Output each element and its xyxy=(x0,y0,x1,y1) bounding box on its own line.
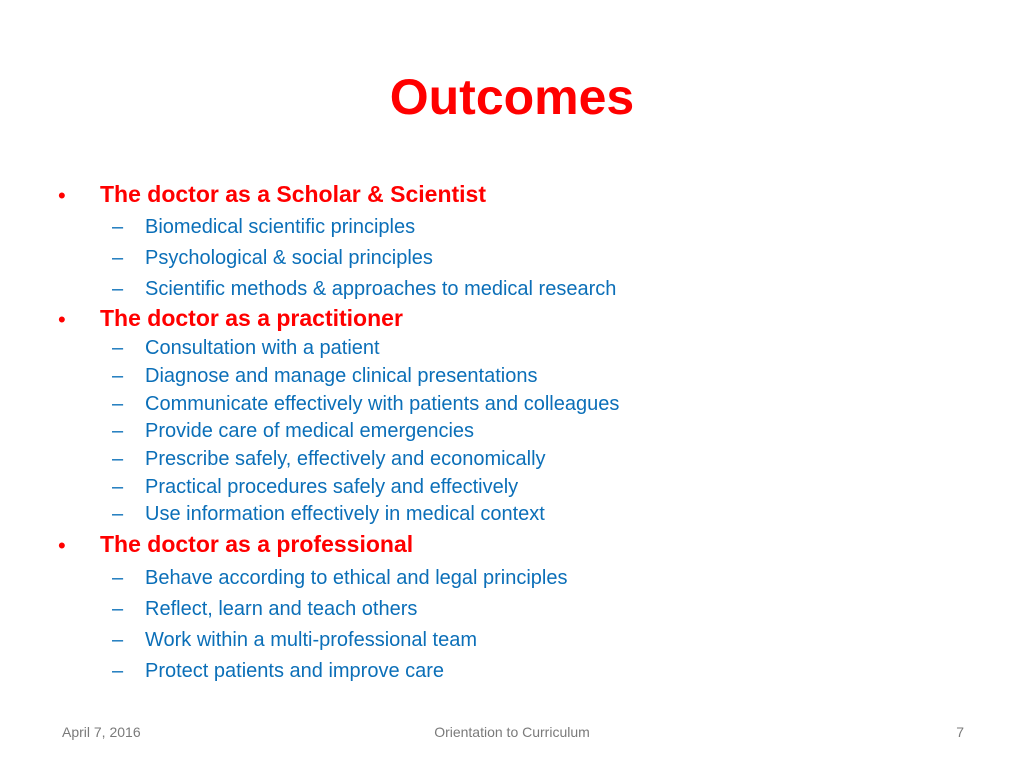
list-item-text: Psychological & social principles xyxy=(145,247,433,269)
list-item-text: Diagnose and manage clinical presentations xyxy=(145,365,538,387)
dash-icon: – xyxy=(112,216,124,238)
bullet-icon: • xyxy=(58,307,66,332)
dash-icon: – xyxy=(112,420,124,442)
list-item-text: Work within a multi-professional team xyxy=(145,629,477,651)
dash-icon: – xyxy=(112,393,124,415)
list-item-text: Behave according to ethical and legal principles xyxy=(145,567,568,589)
dash-icon: – xyxy=(112,448,124,470)
list-item-text: Consultation with a patient xyxy=(145,337,380,359)
section-heading-professional: The doctor as a professional xyxy=(100,531,414,557)
list-item-text: Provide care of medical emergencies xyxy=(145,420,475,442)
list-item-text: Prescribe safely, effectively and economically xyxy=(145,448,546,470)
list-item-text: Practical procedures safely and effectively xyxy=(145,476,519,498)
dash-icon: – xyxy=(112,660,124,682)
section-heading-practitioner: The doctor as a practitioner xyxy=(100,305,403,331)
list-item-text: Communicate effectively with patients and colleagues xyxy=(145,393,620,415)
dash-icon: – xyxy=(112,476,124,498)
dash-icon: – xyxy=(112,567,124,589)
dash-icon: – xyxy=(112,337,124,359)
list-item-text: Scientific methods & approaches to medical research xyxy=(145,278,617,300)
slide-title: Outcomes xyxy=(389,69,635,125)
bullet-icon: • xyxy=(58,533,66,558)
dash-icon: – xyxy=(112,598,124,620)
section-heading-scholar: The doctor as a Scholar & Scientist xyxy=(100,181,486,207)
list-item-text: Use information effectively in medical context xyxy=(145,503,545,525)
page-number: 7 xyxy=(956,724,964,740)
dash-icon: – xyxy=(112,629,124,651)
dash-icon: – xyxy=(112,247,124,269)
list-item-text: Protect patients and improve care xyxy=(145,660,445,682)
footer-title: Orientation to Curriculum xyxy=(434,724,590,740)
list-item-text: Biomedical scientific principles xyxy=(145,216,416,238)
bullet-icon: • xyxy=(58,183,66,208)
footer-date: April 7, 2016 xyxy=(62,724,141,740)
dash-icon: – xyxy=(112,278,124,300)
list-item-text: Reflect, learn and teach others xyxy=(145,598,418,620)
dash-icon: – xyxy=(112,503,124,525)
dash-icon: – xyxy=(112,365,124,387)
